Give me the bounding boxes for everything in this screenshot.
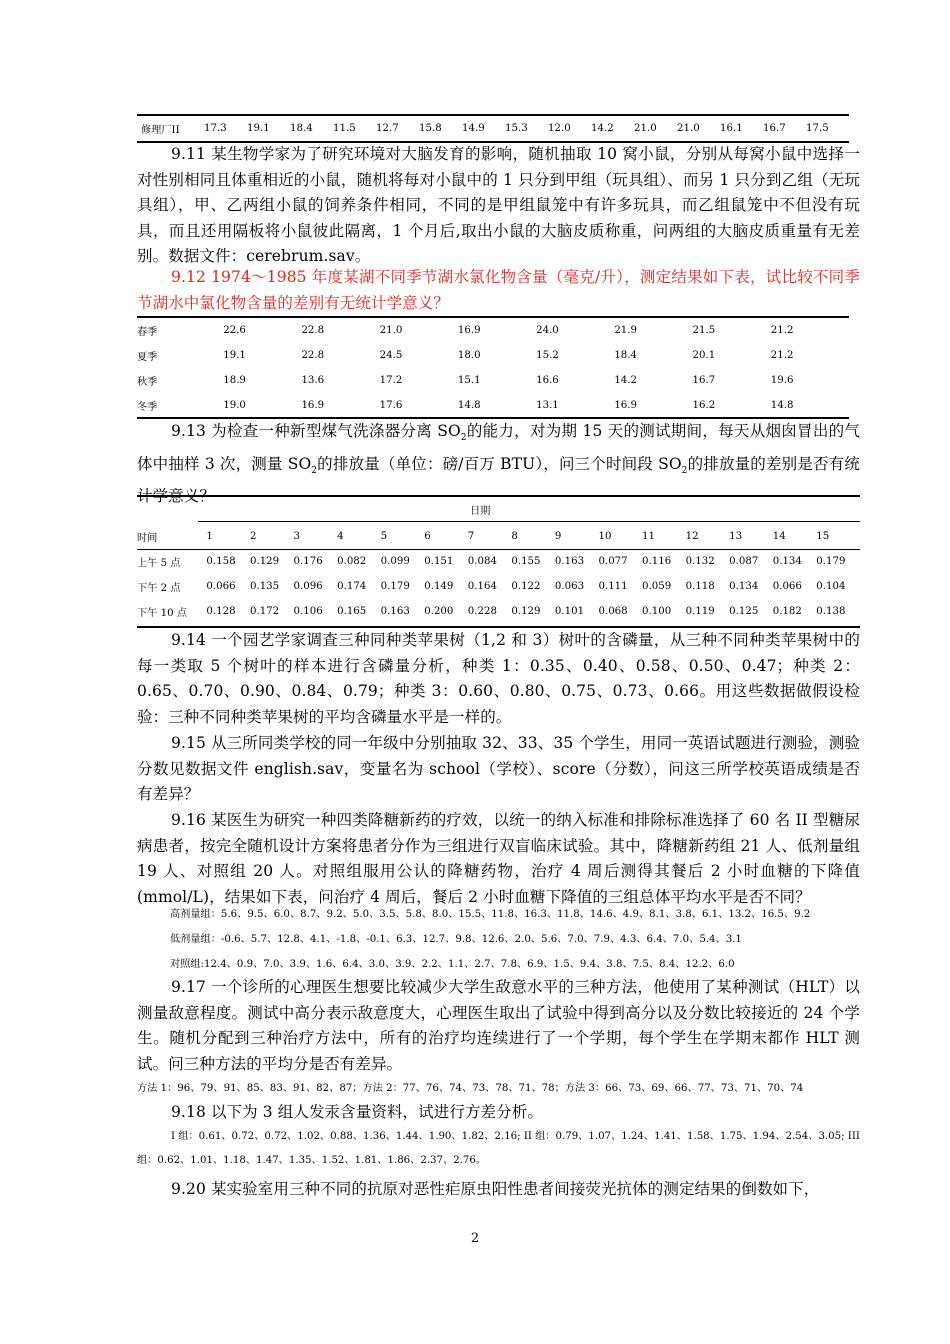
table-cell: 0.087 (729, 556, 759, 567)
table-cell: 0.101 (554, 606, 585, 617)
column-header: 1 (206, 531, 213, 542)
row-label: 修理厂II (141, 125, 180, 136)
table-cell: 0.158 (206, 556, 236, 567)
row-label: 上午 5 点 (137, 558, 181, 569)
column-header: 14 (772, 531, 786, 542)
table-cell: 16.7 (763, 123, 786, 134)
table-seasons (137, 318, 849, 418)
table-cell: 22.6 (223, 325, 246, 336)
table-row (137, 599, 860, 624)
table-cell: 0.129 (249, 556, 280, 567)
table-cell: 15.8 (419, 123, 442, 134)
table-cell: 0.082 (337, 556, 367, 567)
table-cell: 0.084 (467, 556, 497, 567)
table-cell: 22.8 (301, 350, 325, 361)
table-cell: 17.3 (204, 123, 227, 134)
column-header: 3 (293, 531, 301, 542)
table-cell: 0.119 (685, 606, 715, 617)
table-cell: 19.1 (247, 123, 270, 134)
table-cell: 0.128 (206, 606, 236, 617)
row-label: 夏季 (137, 352, 158, 363)
table-cell: 0.165 (337, 606, 367, 617)
paragraph-9-15: 9.15 从三所同类学校的同一年级中分别抽取 32、33、35 个学生，用同一英语试题进行测验，测验分数见数据文件 english.sav，变量名为 school（学校）、score（分数），问这三所学校英语成绩是否有差异？ (137, 734, 860, 804)
table-cell: 0.066 (206, 581, 236, 592)
table-cell: 18.9 (223, 375, 246, 386)
column-header: 10 (598, 531, 612, 542)
table-cell: 0.100 (642, 606, 672, 617)
table-cell: 0.155 (511, 556, 541, 567)
column-header: 13 (729, 531, 743, 542)
table-repair-plant (137, 116, 849, 141)
table-cell: 0.134 (772, 556, 802, 567)
table-row (137, 574, 860, 599)
table-cell: 17.5 (806, 123, 829, 134)
table-cell: 21.0 (634, 123, 657, 134)
so2-subheader-rule (198, 521, 860, 522)
paragraph-9-18: 9.18 以下为 3 组人发汞含量资料，试进行方差分析。 (171, 1103, 543, 1121)
table-cell: 18.0 (457, 350, 481, 361)
table-cell: 21.2 (770, 350, 794, 361)
table-cell: 0.063 (554, 581, 585, 592)
table-cell: 21.9 (614, 325, 638, 336)
table-so2 (137, 524, 860, 624)
table-cell: 0.164 (467, 581, 497, 592)
table-cell: 0.122 (511, 581, 541, 592)
column-header: 6 (424, 531, 431, 542)
table-row (137, 343, 849, 368)
table-cell: 11.5 (333, 123, 356, 134)
table-row (137, 549, 860, 574)
table-cell: 16.6 (536, 375, 559, 386)
table-cell: 16.1 (720, 123, 743, 134)
table-cell: 0.138 (816, 606, 846, 617)
page-number: 2 (470, 1231, 480, 1246)
table-cell: 19.0 (223, 400, 246, 411)
table-row (137, 116, 849, 141)
so2-header-rule (137, 549, 860, 550)
column-header: 2 (249, 531, 257, 542)
row-label: 下午 10 点 (137, 608, 188, 619)
column-header: 7 (467, 531, 475, 542)
q916-low-dose: 低剂量组：-0.6、5.7、12.8、4.1、-1.8、-0.1、6.3、12.7、9.8、12.6、2.0、5.6、7.0、7.9、4.3、6.4、7.0、5.4、3.1 (170, 934, 742, 945)
table-cell: 21.0 (379, 325, 403, 336)
table-cell: 14.2 (591, 123, 614, 134)
table-header-row (137, 524, 860, 549)
table-cell: 21.2 (770, 325, 794, 336)
table-cell: 0.132 (685, 556, 715, 567)
paragraph-9-20: 9.20 某实验室用三种不同的抗原对恶性疟原虫阳性患者间接荧光抗体的测定结果的倒数如下， (171, 1180, 820, 1198)
table-row (137, 318, 849, 343)
table-cell: 15.2 (536, 350, 559, 361)
table-cell: 0.163 (554, 556, 585, 567)
table-cell: 13.6 (301, 375, 325, 386)
table-cell: 19.1 (223, 350, 246, 361)
row-label: 下午 2 点 (137, 583, 181, 594)
table-cell: 0.228 (467, 606, 497, 617)
table-cell: 0.059 (642, 581, 672, 592)
table-cell: 0.149 (424, 581, 454, 592)
paragraph-9-12: 9.12 1974～1985 年度某湖不同季节湖水氯化物含量（毫克/升），测定结果如下表，试比较不同季节湖水中氯化物含量的差别有无统计学意义？ (137, 268, 860, 312)
table-row (137, 393, 849, 418)
table-cell: 21.5 (692, 325, 716, 336)
table-cell: 14.8 (770, 400, 794, 411)
table-cell: 0.106 (293, 606, 323, 617)
row-label: 春季 (137, 327, 158, 338)
column-header: 8 (511, 531, 518, 542)
q916-high-dose: 高剂量组：5.6、9.5、6.0、8.7、9.2、5.0、3.5、5.8、8.0、15.5、11.8、16.3、11.8、14.6、4.9、8.1、3.8、6.1、13.2、16.5、9.2 (170, 909, 811, 920)
table-cell: 24.0 (536, 325, 559, 336)
table-cell: 0.066 (772, 581, 802, 592)
table-cell: 0.096 (293, 581, 323, 592)
table-cell: 16.9 (301, 400, 325, 411)
table-cell: 20.1 (692, 350, 716, 361)
table-cell: 0.135 (249, 581, 280, 592)
so2-date-header: 日期 (470, 506, 491, 517)
table-cell: 21.0 (677, 123, 700, 134)
q916-control: 对照组:12.4、0.9、7.0、3.9、1.6、6.4、3.0、3.9、2.2、1.1、2.7、7.8、6.9、1.5、9.4、3.8、7.5、8.4、12.2、6.0 (170, 959, 735, 970)
column-header: 12 (685, 531, 699, 542)
table-cell: 13.1 (536, 400, 559, 411)
table-cell: 18.4 (290, 123, 313, 134)
table-cell: 0.125 (729, 606, 759, 617)
table-cell: 14.9 (462, 123, 485, 134)
paragraph-9-13: 9.13 为检查一种新型煤气洗涤器分离 $SO_2$的能力，对为期 15 天的测试期间，每天从烟囱冒出的气体中抽样 3 次，测量 $SO_2$的排放量（单位：磅/百万 BTU），问三个时间段 $SO_2$的排放量的差别是否有统 (137, 422, 860, 476)
q918-data: I 组：0.61、0.72、0.72、1.02、0.88、1.36、1.44、1.90、1.82、2.16; II 组：0.79、1.07、1.24、1.41、1.58、1.75、1.94、2.54、3.05; III 组：0.62、1.01、1.18、1.47、1.35、1.52、1.81、1.86、2.37、2.76。 (137, 1131, 860, 1166)
column-header: 11 (642, 531, 656, 542)
table-cell: 0.104 (816, 581, 846, 592)
table-cell: 14.8 (457, 400, 481, 411)
table-cell: 0.176 (293, 556, 323, 567)
q917-data: 方法 1：96、79、91、85、83、91、82、87；方法 2：77、76、74、73、78、71、78；方法 3：66、73、69、66、77、73、71、70、74 (137, 1083, 804, 1094)
paragraph-9-16: 9.16 某医生为研究一种四类降糖新药的疗效，以统一的纳入标准和排除标准选择了 60 名 II 型糖尿病患者，按完全随机设计方案将患者分作为三组进行双盲临床试验。其中，降糖新药组 21 人、低剂量组 19 人、对照组 20 人。对照组服用公认的降糖药物，治疗 4 周后测得其餐后 2 小时血糖的下降值(mmol/L)，结果如下表，问治疗 4 周后，餐后 2 小时血糖下降值的三组总体平均水平是否不同？ (137, 811, 860, 906)
table-cell: 0.200 (424, 606, 454, 617)
table-cell: 15.3 (505, 123, 528, 134)
table-cell: 0.068 (598, 606, 628, 617)
column-header: 4 (337, 531, 344, 542)
table-cell: 0.118 (685, 581, 715, 592)
table-cell: 12.7 (376, 123, 399, 134)
table-cell: 0.172 (249, 606, 280, 617)
table-cell: 0.179 (816, 556, 846, 567)
table-cell: 0.077 (598, 556, 628, 567)
column-header: 15 (816, 531, 830, 542)
table-cell: 0.099 (380, 556, 410, 567)
table-cell: 14.2 (614, 375, 638, 386)
so2-table-top-rule (137, 495, 860, 497)
paragraph-9-11: 9.11 某生物学家为了研究环境对大脑发育的影响，随机抽取 10 窝小鼠，分别从每窝小鼠中选择一对性别相同且体重相近的小鼠，随机将每对小鼠中的 1 只分到甲组（玩具组）、而另 1 只分到乙组（无玩具组），甲、乙两组小鼠的饲养条件相同，不同的是甲组鼠笼中有许多玩具，而乙组鼠笼中不但没有玩具，而且还用隔板将小鼠彼此隔离，1 个月后,取出小鼠的大脑皮质称重，问两组的大脑皮质重量有无差别。数据文件：cerebrum.sav。 (137, 145, 860, 266)
table-cell: 0.129 (511, 606, 541, 617)
table-cell: 0.111 (598, 581, 628, 592)
table-cell: 24.5 (379, 350, 403, 361)
paragraph-9-17: 9.17 一个诊所的心理医生想要比较减少大学生敌意水平的三种方法，他使用了某种测试（HLT）以测量敌意程度。测试中高分表示敌意度大，心理医生取出了试验中得到高分以及分数比较接近的 24 个学生。随机分配到三种治疗方法中，所有的治疗均连续进行了一个学期，每个学生在学期末都作 HLT 测试。问三种方法的平均分是否有差异。 (137, 978, 860, 1073)
table-cell: 0.116 (642, 556, 672, 567)
table-cell: 0.182 (772, 606, 802, 617)
table-cell: 0.179 (380, 581, 410, 592)
table-cell: 22.8 (301, 325, 325, 336)
table-cell: 17.6 (379, 400, 403, 411)
table-cell: 0.163 (380, 606, 410, 617)
table-cell: 18.4 (614, 350, 638, 361)
table-cell: 16.7 (692, 375, 716, 386)
table-cell: 17.2 (379, 375, 403, 386)
table-cell: 19.6 (770, 375, 794, 386)
row-label: 秋季 (137, 377, 158, 388)
table-cell: 16.9 (457, 325, 481, 336)
table-cell: 0.151 (424, 556, 454, 567)
table-cell: 15.1 (457, 375, 481, 386)
column-header: 9 (554, 531, 562, 542)
table-cell: 0.134 (729, 581, 759, 592)
paragraph-9-14: 9.14 一个园艺学家调查三种同种类苹果树（1,2 和 3）树叶的含磷量，从三种不同种类苹果树中的每一类取 5 个树叶的样本进行含磷量分析，种类 1：0.35、0.40、0.58、0.50、0.47；种类 2：0.65、0.70、0.90、0.84、0.79；种类 3：0.60、0.80、0.75、0.73、0.66。用这些数据做假设检验：三种不同种类苹果树的平均含磷量水平是一样的。 (137, 631, 860, 726)
table-cell: 16.9 (614, 400, 638, 411)
column-header: 5 (380, 531, 388, 542)
table-cell: 16.2 (692, 400, 716, 411)
row-label: 冬季 (137, 402, 158, 413)
table-cell: 12.0 (548, 123, 571, 134)
column-header: 时间 (137, 533, 158, 544)
table-row (137, 368, 849, 393)
table-cell: 0.174 (337, 581, 367, 592)
